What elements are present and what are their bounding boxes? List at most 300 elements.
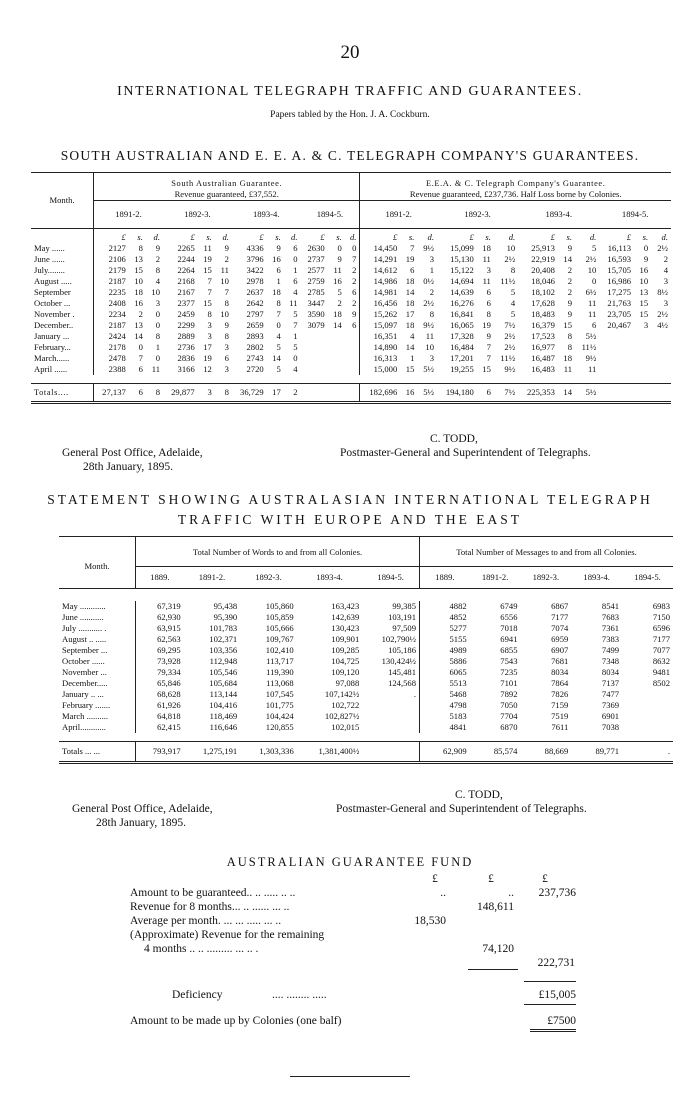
year-header: 1893-4. (232, 201, 301, 229)
value-cell: 2106 (94, 254, 129, 265)
month-cell: December.. (34, 320, 74, 330)
words-cell: 104,416 (209, 700, 238, 710)
value-cell: 2167 (177, 287, 195, 297)
total-cell: 16 (400, 384, 417, 403)
fund-row-col1: 18,530 (414, 915, 446, 927)
value-cell: 14,639 (450, 287, 474, 297)
words-cell: 119,390 (266, 667, 294, 677)
value-cell: 2659 (246, 320, 264, 330)
total-cell: 27,137 (94, 384, 129, 403)
messages-cell: 6941 (500, 634, 518, 644)
value-cell: 2836 (177, 353, 195, 363)
words-cell: 95,438 (213, 601, 238, 611)
value-cell: 2½ (504, 331, 516, 341)
messages-cell: 6065 (420, 667, 470, 678)
messages-cell: 8034 (551, 667, 569, 677)
value-cell: 2889 (177, 331, 195, 341)
messages-cell (622, 711, 673, 722)
words-header: Total Number of Words to and from all Colonies. (136, 537, 420, 567)
signature2-name: C. TODD, (455, 789, 503, 801)
value-cell: 16,379 (531, 320, 555, 330)
unit-label: s. (408, 232, 415, 242)
unit-label: s. (336, 232, 342, 242)
value-cell: 8 (224, 298, 229, 308)
value-cell: 15 (563, 320, 573, 330)
value-cell: 11 (588, 364, 597, 374)
value-cell: 17,523 (531, 331, 555, 341)
fund-double-rule (530, 1029, 576, 1032)
value-cell: 15,130 (450, 254, 474, 264)
words-year-header: 1889. (136, 567, 184, 589)
words-cell: 62,415 (136, 722, 184, 733)
month-cell: January ... (34, 331, 70, 341)
total-words-cell: 1,381,400½ (297, 742, 363, 763)
unit-label: s. (566, 232, 573, 242)
value-cell: 0 (138, 342, 143, 352)
table-row (31, 298, 671, 309)
words-cell: 79,334 (136, 667, 184, 678)
colonies-label: Amount to be made up by Colonies (one balf) (130, 1015, 342, 1027)
value-cell: 7 (138, 353, 143, 363)
value-cell: 9½ (423, 320, 434, 330)
value-cell: 6 (352, 320, 357, 330)
words-cell: 105,859 (265, 612, 294, 622)
value-cell: 18,483 (531, 309, 555, 319)
month-cell: January .. ... (62, 689, 104, 699)
deficiency-label: Deficiency (172, 989, 223, 1001)
fund-row-col3: 237,736 (538, 887, 576, 899)
value-cell: 15 (203, 298, 212, 308)
words-cell: 67,319 (136, 601, 184, 612)
words-cell: 101,783 (209, 623, 238, 633)
page-number: 20 (340, 42, 360, 63)
value-cell: 7 (224, 287, 229, 297)
words-cell: 104,725 (331, 656, 360, 666)
fund-row (130, 900, 590, 914)
value-cell: 0½ (423, 276, 434, 286)
value-cell: 10 (134, 276, 143, 286)
total-messages-cell: 88,669 (520, 742, 571, 763)
value-cell: 3 (155, 298, 160, 308)
total-cell: 225,353 (518, 384, 558, 403)
messages-cell: 7101 (500, 678, 518, 688)
month-header: Month. (31, 173, 94, 229)
words-cell: 97,509 (392, 623, 416, 633)
fund-row (130, 886, 590, 900)
fund-row-label: Average per month. ... ... ..... ... .. (130, 915, 282, 927)
value-cell: 10 (220, 276, 229, 286)
value-cell: 11 (151, 364, 160, 374)
value-cell (328, 353, 345, 364)
messages-cell: 7383 (601, 634, 620, 644)
value-cell: 14 (563, 254, 573, 264)
table-row (31, 320, 671, 331)
month-cell: February... (34, 342, 71, 352)
total-cell (300, 384, 327, 403)
signature1-office: General Post Office, Adelaide, (62, 447, 203, 459)
messages-cell: 7477 (601, 689, 620, 699)
messages-cell: 7177 (551, 612, 569, 622)
messages-cell: 9481 (652, 667, 670, 677)
total-cell (328, 384, 345, 403)
value-cell: 15,099 (450, 243, 474, 253)
value-cell: 11 (588, 298, 597, 308)
words-year-header: 1891-2. (184, 567, 241, 589)
value-cell: 2 (567, 276, 573, 286)
words-cell: 163,423 (331, 601, 360, 611)
messages-cell: 7177 (652, 634, 670, 644)
value-cell: 9½ (504, 364, 516, 374)
value-cell: 10 (151, 287, 160, 297)
fund-row-col2: 148,611 (477, 901, 514, 913)
words-cell: 69,295 (136, 645, 184, 656)
month-cell: February ....... (62, 700, 111, 710)
year-header: 1891-2. (360, 201, 437, 229)
value-cell: 14,612 (360, 265, 400, 276)
value-cell: 11 (220, 265, 229, 275)
value-cell: 2 (352, 276, 357, 286)
value-cell: 4 (410, 331, 415, 341)
words-cell: 61,926 (136, 700, 184, 711)
table-row (31, 287, 671, 298)
month-cell: November ... (62, 667, 107, 677)
value-cell: 19 (203, 254, 212, 264)
words-year-header: 1894-5. (362, 567, 419, 589)
year-header: 1893-4. (518, 201, 599, 229)
value-cell: 9 (352, 309, 357, 319)
value-cell: 2½ (657, 243, 668, 253)
value-cell (651, 364, 671, 375)
value-cell: 2978 (246, 276, 264, 286)
table-row (59, 634, 673, 645)
value-cell: 3 (207, 331, 212, 341)
value-cell: 9 (643, 254, 649, 264)
value-cell: 9 (337, 254, 342, 264)
value-cell: 8 (486, 309, 491, 319)
value-cell: 4 (663, 265, 668, 275)
value-cell: 2 (337, 298, 342, 308)
value-cell: 5 (293, 309, 298, 319)
value-cell: 11 (289, 298, 298, 308)
total-cell: 7½ (494, 384, 518, 403)
value-cell: 16 (272, 254, 281, 264)
value-cell: 10 (425, 342, 434, 352)
messages-cell: 7892 (500, 689, 518, 699)
value-cell: 2424 (94, 331, 129, 342)
value-cell: 0 (293, 353, 298, 363)
messages-cell: 7348 (601, 656, 620, 666)
year-header: 1894-5. (300, 201, 359, 229)
signature1-name: C. TODD, (430, 433, 478, 445)
value-cell: 2 (352, 298, 357, 308)
guarantees-heading: SOUTH AUSTRALIAN AND E. E. A. & C. TELEGRAPH COMPANY'S GUARANTEES. (60, 148, 640, 163)
total-cell: 2 (284, 384, 301, 403)
total-cell: 182,696 (360, 384, 400, 403)
value-cell: 14 (272, 353, 281, 363)
value-cell: 2797 (246, 309, 264, 319)
value-cell: 2127 (94, 243, 129, 254)
value-cell: 2 (224, 254, 229, 264)
total-cell (345, 384, 360, 403)
words-cell: 62,930 (136, 612, 184, 623)
messages-cell: 4852 (420, 612, 470, 623)
unit-label: £ (626, 232, 632, 242)
value-cell: 13 (639, 287, 649, 297)
value-cell: 9 (155, 243, 160, 253)
messages-cell: 7074 (551, 623, 569, 633)
year-header: 1892-3. (163, 201, 232, 229)
value-cell: 16,986 (607, 276, 632, 286)
value-cell (634, 353, 651, 364)
total-messages-cell: 85,574 (470, 742, 521, 763)
messages-cell: 7611 (551, 722, 569, 732)
value-cell: 11 (333, 265, 342, 275)
words-cell: 116,646 (209, 722, 238, 732)
fund-subtotal: 222,731 (537, 957, 575, 969)
month-cell: April ...... (34, 364, 68, 374)
value-cell: 7 (410, 243, 415, 253)
totals-row (59, 742, 673, 763)
total-words-cell (362, 742, 419, 763)
value-cell: 7 (207, 287, 212, 297)
messages-cell: 7369 (601, 700, 620, 710)
month-cell: October ...... (62, 656, 105, 666)
value-cell: 16,483 (531, 364, 555, 374)
table-row (31, 364, 671, 375)
table-row (59, 612, 673, 623)
total-cell (599, 384, 634, 403)
messages-cell: 7361 (601, 623, 620, 633)
signature2-title: Postmaster-General and Superintendent of Telegraphs. (336, 803, 587, 815)
total-words-cell: 1,303,336 (240, 742, 297, 763)
value-cell: 6 (410, 265, 415, 275)
fund-row (130, 942, 590, 956)
fund-row (130, 914, 590, 928)
value-cell: 8 (138, 243, 143, 253)
fund-row-label: Amount to be guaranteed.. .. ..... .. .. (130, 887, 296, 899)
traffic-heading-line2: TRAFFIC WITH EUROPE AND THE EAST (177, 512, 523, 527)
words-cell: 112,948 (209, 656, 238, 666)
value-cell (328, 331, 345, 342)
messages-cell: 7137 (601, 678, 620, 688)
value-cell: 2235 (94, 287, 129, 298)
messages-cell: 6556 (500, 612, 518, 622)
value-cell: 1 (155, 342, 160, 352)
value-cell: 6 (486, 298, 491, 308)
messages-year-header: 1891-2. (470, 567, 521, 589)
value-cell: 9 (486, 331, 491, 341)
value-cell: 2408 (94, 298, 129, 309)
words-cell: 95,390 (213, 612, 238, 622)
value-cell: 2 (138, 309, 143, 319)
value-cell: 16,351 (360, 331, 400, 342)
unit-label: £ (550, 232, 555, 242)
table-row (59, 601, 673, 612)
value-cell: 2893 (246, 331, 264, 341)
unit-label: s. (137, 232, 143, 242)
value-cell (634, 364, 651, 375)
value-cell (300, 342, 327, 353)
messages-cell: 5155 (420, 634, 470, 645)
words-cell: 102,371 (209, 634, 238, 644)
value-cell: 25,913 (531, 243, 555, 253)
value-cell: 0 (592, 276, 597, 286)
messages-cell: 7826 (551, 689, 569, 699)
value-cell: 8 (155, 265, 160, 275)
value-cell: 8 (207, 309, 212, 319)
eea-heading: E.E.A. & C. Telegraph Company's Guarantee. (425, 179, 606, 188)
value-cell: 2759 (307, 276, 325, 286)
month-cell: March .......... (62, 711, 109, 721)
messages-cell: 7018 (500, 623, 518, 633)
messages-cell: 5183 (420, 711, 470, 722)
value-cell: 5 (337, 287, 342, 297)
messages-cell: 7704 (500, 711, 518, 721)
value-cell: 8½ (657, 287, 668, 297)
value-cell: 3590 (307, 309, 325, 319)
unit-label: d. (661, 232, 668, 242)
value-cell: 6 (352, 287, 357, 297)
fund-row-label: 4 months .. .. ......... ... .. . (144, 943, 259, 955)
total-cell: 6 (477, 384, 494, 403)
words-cell: 102,790½ (381, 634, 416, 644)
value-cell: 12 (203, 364, 212, 374)
value-cell: 14,981 (360, 287, 400, 298)
words-cell: 105,684 (209, 678, 238, 688)
value-cell: 0 (276, 320, 281, 330)
value-cell: 6 (276, 265, 281, 275)
spacer-row (31, 375, 671, 384)
unit-label: £ (360, 229, 400, 244)
value-cell (328, 342, 345, 353)
value-cell: 7 (293, 320, 298, 330)
signature2-office: General Post Office, Adelaide, (72, 803, 213, 815)
value-cell: 16,065 (450, 320, 474, 330)
value-cell: 2234 (94, 309, 129, 320)
value-cell: 2388 (94, 364, 129, 375)
value-cell: 10 (587, 265, 597, 275)
messages-cell: 5277 (420, 623, 470, 634)
total-cell: 8 (146, 384, 163, 403)
total-messages-cell: 62,909 (420, 742, 470, 763)
month-cell: December..... (62, 678, 108, 688)
value-cell: 3796 (246, 254, 264, 264)
value-cell: 2630 (307, 243, 325, 253)
value-cell (300, 331, 327, 342)
value-cell: 7 (352, 254, 357, 264)
words-cell: 145,481 (388, 667, 416, 677)
fund-rows (130, 886, 590, 956)
value-cell: 4 (276, 331, 281, 341)
value-cell: 8 (567, 342, 573, 352)
signature2-date: 28th January, 1895. (96, 817, 186, 829)
value-cell: 1 (276, 276, 281, 286)
words-cell: 102,827½ (324, 711, 360, 721)
unit-label: d. (222, 232, 229, 242)
value-cell: 0 (352, 243, 357, 253)
traffic-heading-line1: STATEMENT SHOWING AUSTRALASIAN INTERNATIONAL TELEGRAPH (47, 492, 653, 507)
value-cell: 2 (429, 287, 434, 297)
month-cell: March...... (34, 353, 70, 363)
value-cell: 9½ (585, 353, 597, 363)
value-cell: 10 (506, 243, 516, 253)
words-cell: 99,385 (392, 601, 416, 611)
table-row (31, 265, 671, 276)
value-cell: 0 (155, 320, 160, 330)
messages-cell: 6901 (601, 711, 620, 721)
table-row (59, 667, 673, 678)
value-cell: 6 (224, 353, 229, 363)
value-cell: 16,977 (531, 342, 555, 352)
value-cell: 15 (639, 298, 649, 308)
words-year-header: 1892-3. (240, 567, 297, 589)
value-cell: 4 (155, 276, 160, 286)
value-cell: 9 (567, 243, 573, 253)
signature1-title: Postmaster-General and Superintendent of Telegraphs. (340, 447, 591, 459)
month-cell: November . (34, 309, 75, 319)
total-messages-cell: . (622, 742, 673, 763)
value-cell: 18 (482, 243, 491, 253)
words-cell: 124,568 (388, 678, 416, 688)
value-cell: 7 (486, 342, 491, 352)
value-cell: 14,291 (360, 254, 400, 265)
guarantees-table (31, 172, 671, 404)
messages-cell: 4882 (420, 601, 470, 612)
messages-cell: 7235 (500, 667, 518, 677)
value-cell (634, 342, 651, 353)
value-cell: 11 (482, 276, 491, 286)
value-cell: 15 (203, 265, 212, 275)
messages-cell: 7864 (551, 678, 569, 688)
value-cell: 2½ (423, 298, 434, 308)
total-cell: 14 (558, 384, 575, 403)
value-cell: 11 (563, 364, 573, 374)
words-cell: 65,846 (136, 678, 184, 689)
totals-label: Totals.... (31, 384, 94, 403)
total-cell: 194,180 (437, 384, 477, 403)
words-cell: 107,545 (265, 689, 294, 699)
value-cell: 2178 (94, 342, 129, 353)
traffic-table (59, 536, 673, 764)
totals-row (31, 384, 671, 403)
value-cell: 7 (207, 276, 212, 286)
value-cell: 6 (592, 320, 597, 330)
value-cell: 11½ (500, 353, 516, 363)
value-cell: 2244 (177, 254, 195, 264)
messages-cell: 6983 (652, 601, 670, 611)
messages-cell: 4798 (420, 700, 470, 711)
value-cell: 4 (293, 364, 298, 374)
value-cell: 10 (639, 276, 649, 286)
value-cell: 8 (567, 331, 573, 341)
words-cell: 107,142½ (324, 689, 360, 699)
messages-cell (622, 722, 673, 733)
table-row (31, 331, 671, 342)
value-cell: 0 (293, 254, 298, 264)
words-cell: 113,144 (209, 689, 238, 699)
value-cell: 14 (405, 342, 415, 352)
words-cell: 105,186 (388, 645, 416, 655)
fund-rule-2 (524, 981, 576, 982)
value-cell: 18 (134, 287, 143, 297)
words-cell: 109,120 (331, 667, 360, 677)
value-cell: 16 (134, 298, 143, 308)
value-cell: 3 (663, 276, 668, 286)
value-cell: 3 (486, 265, 491, 275)
value-cell: 5 (592, 243, 597, 253)
unit-label: £ (469, 232, 474, 242)
month-cell: July ........... . (62, 623, 107, 633)
